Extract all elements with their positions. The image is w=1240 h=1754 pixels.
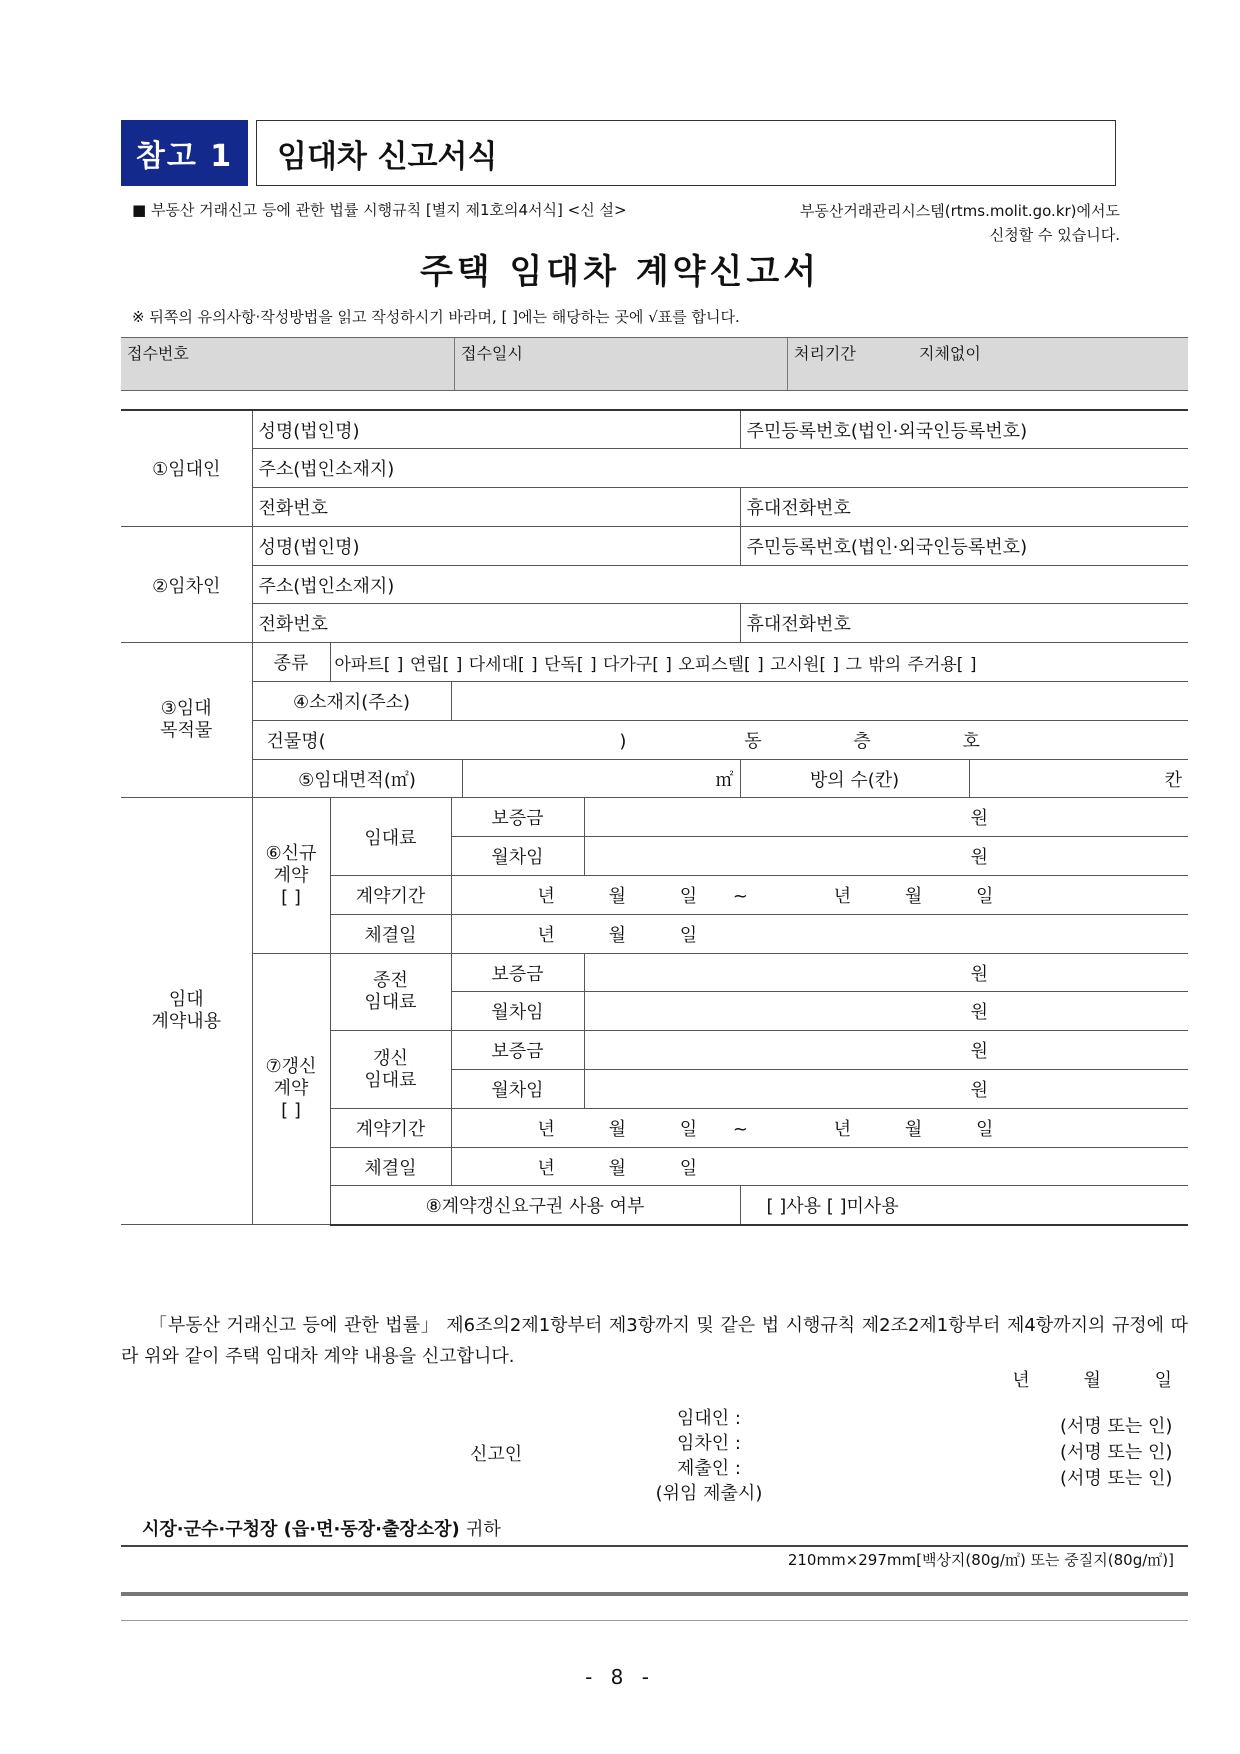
- renewed-deposit-label: 보증금: [451, 1031, 584, 1070]
- divider: [121, 1620, 1188, 1621]
- building-name-close: ): [619, 730, 627, 752]
- building-name-field[interactable]: [252, 720, 1188, 759]
- new-signed-year: 년: [537, 924, 555, 946]
- renewal-signed-year: 년: [537, 1157, 555, 1179]
- lessor-address-field[interactable]: 주소(법인소재지): [252, 449, 1188, 488]
- renewal-signed-day: 일: [679, 1157, 698, 1179]
- property-type-options[interactable]: 아파트[ ] 연립[ ] 다세대[ ] 단독[ ] 다가구[ ] 오피스텔[ ] 고시원[ ] 그 밖의 주거용[ ]: [330, 643, 1188, 682]
- prev-monthly-label: 월차임: [451, 992, 584, 1031]
- receipt-box: [121, 337, 1188, 391]
- renewed-rent-label: [330, 1031, 451, 1109]
- lessee-phone-field[interactable]: 전화번호: [252, 604, 740, 643]
- prev-rent-line1: 종전: [373, 969, 408, 991]
- renewal-period-label: 계약기간: [330, 1108, 451, 1147]
- legal-basis: ■ 부동산 거래신고 등에 관한 법률 시행규칙 [별지 제1호의4서식] <신 설>: [132, 201, 627, 219]
- renewal-contract-label[interactable]: [252, 953, 330, 1225]
- prev-rent-line2: 임대료: [364, 991, 417, 1013]
- contract-section-line1: 임대: [168, 989, 204, 1011]
- room-count-label: 방의 수(칸): [740, 759, 969, 798]
- processing-period-value: 지체없이: [919, 344, 981, 363]
- building-dong-label: 동: [744, 730, 762, 752]
- reporter-label: 신고인: [470, 1444, 523, 1465]
- instruction-note: ※ 뒤쪽의 유의사항·작성방법을 읽고 작성하시기 바라며, [ ]에는 해당하는 곳에 √표를 합니다.: [132, 308, 740, 326]
- processing-period-label: 처리기간: [794, 344, 856, 363]
- contract-section-label: [121, 798, 252, 1225]
- lessee-signature-field[interactable]: (서명 또는 인): [1060, 1442, 1173, 1463]
- rental-area-label: ⑤임대면적(㎡): [252, 759, 462, 798]
- online-filing-note-line2: 신청할 수 있습니다.: [989, 226, 1120, 244]
- renewed-rent-line1: 갱신: [373, 1047, 408, 1069]
- renewal-right-options[interactable]: [ ]사용 [ ]미사용: [740, 1186, 1188, 1225]
- role-lessee: 임차인 :: [677, 1433, 741, 1454]
- addressee: [142, 1515, 501, 1541]
- renewal-end-year: 년: [833, 1118, 852, 1140]
- online-filing-note: [800, 199, 1120, 247]
- renewal-end-month: 월: [904, 1118, 923, 1140]
- renewal-start-day: 일: [679, 1118, 698, 1140]
- divider: [121, 1545, 1188, 1547]
- renewal-contract-checkbox[interactable]: [ ]: [281, 1099, 301, 1121]
- building-floor-label: 층: [853, 730, 871, 752]
- role-lessor: 임대인 :: [677, 1408, 741, 1429]
- new-period-label: 계약기간: [330, 876, 451, 915]
- renewal-contract-line2: 계약: [273, 1077, 309, 1099]
- reference-badge: 참고 1: [121, 120, 248, 186]
- page-number: - 8 -: [585, 1665, 655, 1689]
- new-contract-line1: ⑥신규: [265, 842, 317, 864]
- lessor-section-label: ①임대인: [121, 410, 252, 526]
- prev-deposit-label: 보증금: [451, 953, 584, 992]
- declaration-date: 년 월 일: [1012, 1370, 1172, 1391]
- building-name-label: 건물명(: [266, 730, 326, 752]
- new-monthly-field[interactable]: 원: [584, 837, 1188, 876]
- receipt-date-label: 접수일시: [461, 344, 523, 363]
- renewal-right-label: ⑧계약갱신요구권 사용 여부: [330, 1186, 740, 1225]
- lessee-section-label: ②임차인: [121, 526, 252, 642]
- lessee-mobile-field[interactable]: 휴대전화번호: [740, 604, 1188, 643]
- signature-column: [1060, 1414, 1172, 1492]
- property-label-line2: 목적물: [160, 720, 213, 742]
- renewal-contract-line1: ⑦갱신: [265, 1055, 317, 1077]
- new-deposit-label: 보증금: [451, 798, 584, 837]
- new-signed-field[interactable]: [451, 914, 1188, 953]
- new-signed-label: 체결일: [330, 914, 451, 953]
- reporter-roles: [634, 1406, 784, 1506]
- rental-area-field[interactable]: ㎡: [462, 759, 740, 798]
- lessee-regno-field[interactable]: 주민등록번호(법인·외국인등록번호): [740, 526, 1188, 565]
- new-period-tilde: ~: [732, 885, 748, 907]
- property-label-line1: ③임대: [160, 698, 212, 720]
- property-section-label: [121, 643, 252, 798]
- new-start-day: 일: [679, 885, 698, 907]
- prev-rent-label: [330, 953, 451, 1031]
- renewed-deposit-field[interactable]: 원: [584, 1031, 1188, 1070]
- submitter-signature-field[interactable]: (서명 또는 인): [1060, 1468, 1173, 1489]
- prev-monthly-field[interactable]: 원: [584, 992, 1188, 1031]
- renewed-monthly-field[interactable]: 원: [584, 1070, 1188, 1109]
- renewal-period-field[interactable]: [451, 1108, 1188, 1147]
- contract-form-table: [121, 409, 1188, 1226]
- lessor-name-field[interactable]: 성명(법인명): [252, 410, 740, 449]
- new-signed-day: 일: [679, 924, 698, 946]
- new-rent-label: 임대료: [330, 798, 451, 876]
- renewal-start-month: 월: [608, 1118, 627, 1140]
- receipt-number-label: 접수번호: [127, 344, 189, 363]
- lessor-phone-field[interactable]: 전화번호: [252, 488, 740, 527]
- addressee-officials: 시장·군수·구청장 (읍·면·동장·출장소장): [142, 1519, 460, 1540]
- role-submitter-note: (위임 제출시): [655, 1483, 763, 1504]
- new-signed-month: 월: [608, 924, 627, 946]
- new-monthly-label: 월차임: [451, 837, 584, 876]
- renewal-signed-label: 체결일: [330, 1147, 451, 1186]
- renewal-signed-field[interactable]: [451, 1147, 1188, 1186]
- new-end-day: 일: [975, 885, 994, 907]
- new-end-month: 월: [904, 885, 923, 907]
- renewal-start-year: 년: [537, 1118, 555, 1140]
- new-end-year: 년: [833, 885, 852, 907]
- property-location-field[interactable]: [451, 682, 1188, 721]
- online-filing-note-line1: 부동산거래관리시스템(rtms.molit.go.kr)에서도: [799, 202, 1120, 220]
- new-contract-line2: 계약: [273, 864, 309, 886]
- declaration-text: 「부동산 거래신고 등에 관한 법률」 제6조의2제1항부터 제3항까지 및 같은 법 시행규칙 제2조2제1항부터 제4항까지의 규정에 따라 위와 같이 주택 임대차 계약 내용을 신고합니다.: [121, 1315, 1188, 1367]
- prev-deposit-field[interactable]: 원: [584, 953, 1188, 992]
- divider: [121, 1592, 1188, 1596]
- role-submitter: 제출인 :: [677, 1458, 741, 1479]
- lessee-name-field[interactable]: 성명(법인명): [252, 526, 740, 565]
- lessee-address-field[interactable]: 주소(법인소재지): [252, 565, 1188, 604]
- renewed-monthly-label: 월차임: [451, 1070, 584, 1109]
- property-type-label: 종류: [252, 643, 330, 682]
- renewal-period-tilde: ~: [732, 1118, 748, 1140]
- new-start-month: 월: [608, 885, 627, 907]
- renewal-end-day: 일: [975, 1118, 994, 1140]
- new-start-year: 년: [537, 885, 555, 907]
- building-ho-label: 호: [962, 730, 980, 752]
- new-contract-label[interactable]: [252, 798, 330, 953]
- contract-section-line2: 계약내용: [151, 1011, 222, 1033]
- lessor-signature-field[interactable]: (서명 또는 인): [1060, 1416, 1173, 1437]
- reference-title: 임대차 신고서식: [256, 120, 1116, 186]
- lessor-regno-field[interactable]: 주민등록번호(법인·외국인등록번호): [740, 410, 1188, 449]
- property-location-label: ④소재지(주소): [252, 682, 451, 721]
- paper-spec: 210mm×297mm[백상지(80g/㎡) 또는 중질지(80g/㎡)]: [787, 1551, 1174, 1569]
- reference-header: [121, 120, 1116, 186]
- new-deposit-field[interactable]: 원: [584, 798, 1188, 837]
- lessor-mobile-field[interactable]: 휴대전화번호: [740, 488, 1188, 527]
- new-contract-checkbox[interactable]: [ ]: [281, 886, 301, 908]
- renewed-rent-line2: 임대료: [364, 1069, 417, 1091]
- form-title: 주택 임대차 계약신고서: [419, 252, 821, 292]
- new-period-field[interactable]: [451, 876, 1188, 915]
- addressee-suffix: 귀하: [466, 1519, 501, 1540]
- room-count-field[interactable]: 칸: [969, 759, 1188, 798]
- renewal-signed-month: 월: [608, 1157, 627, 1179]
